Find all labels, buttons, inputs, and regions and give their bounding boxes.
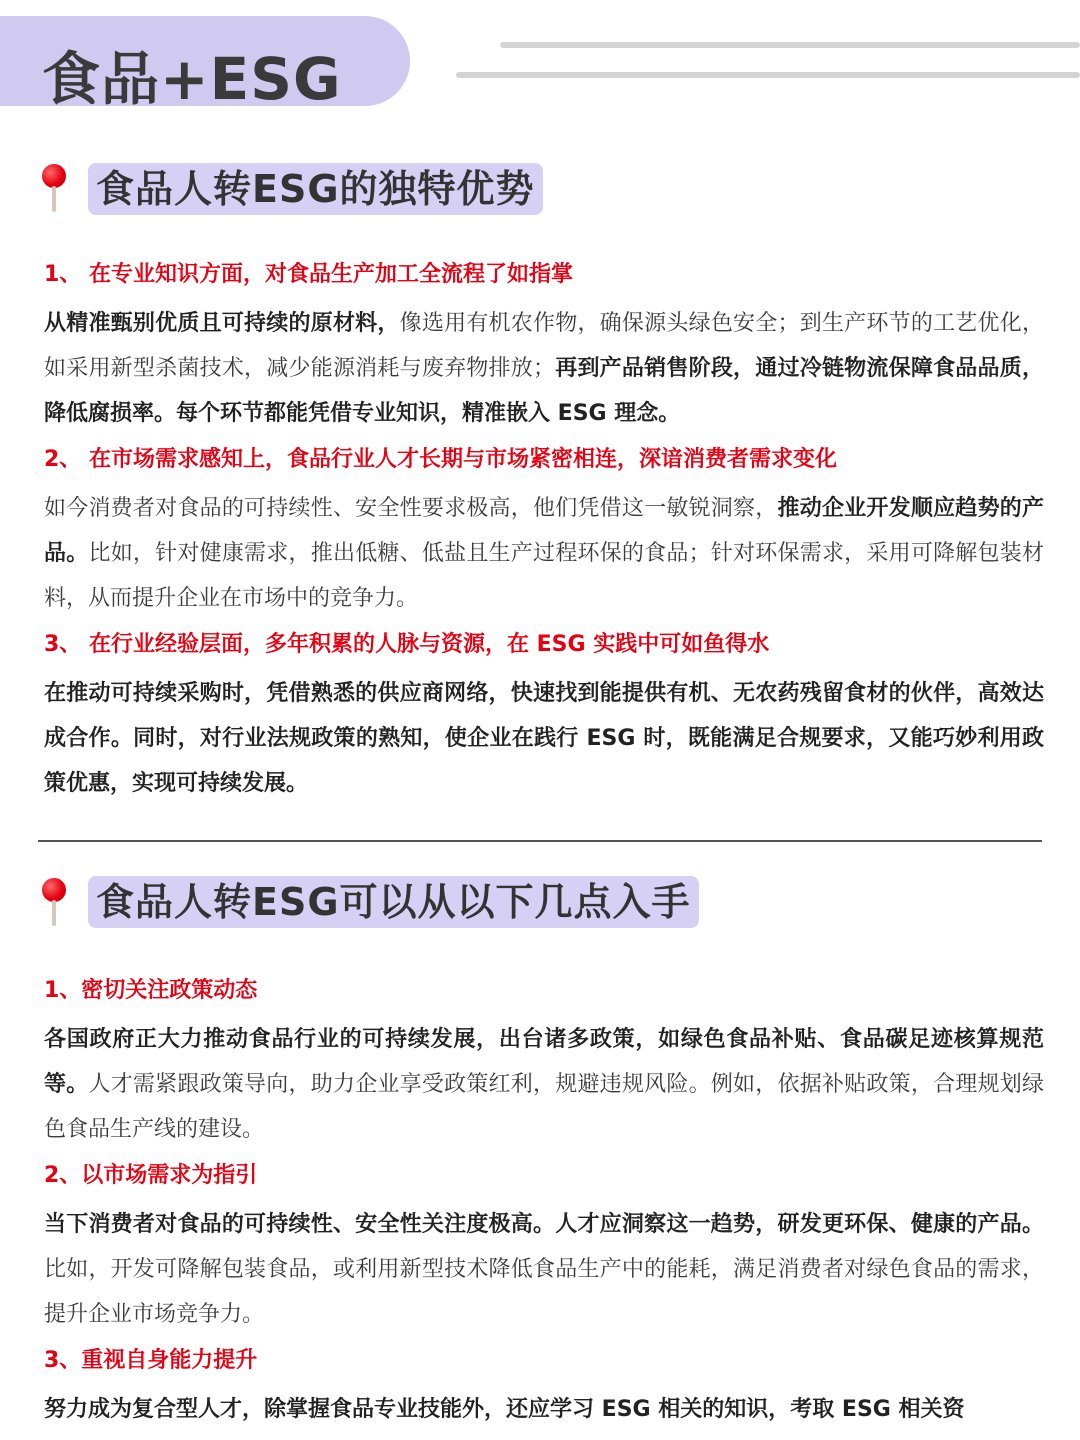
- point-heading: 1、 在专业知识方面，对食品生产加工全流程了如指掌: [44, 262, 573, 287]
- point-heading: 1、密切关注政策动态: [44, 978, 258, 1003]
- section-2-body: [44, 969, 1044, 1432]
- section-title: 食品人转ESG的独特优势: [88, 163, 543, 215]
- section-divider: [38, 840, 1042, 842]
- point-heading: 3、重视自身能力提升: [44, 1348, 258, 1373]
- point-paragraph: 在推动可持续采购时，凭借熟悉的供应商网络，快速找到能提供有机、无农药残留食材的伙伴，高效达成合作。同时，对行业法规政策的熟知，使企业在践行 ESG 时，既能满足合规要求，又能巧妙利用政策优惠，实现可持续发展。: [44, 681, 1044, 796]
- point-paragraph: 当下消费者对食品的可持续性、安全性关注度极高。人才应洞察这一趋势，研发更环保、健康的产品。比如，开发可降解包装食品，或利用新型技术降低食品生产中的能耗，满足消费者对绿色食品的需求，提升企业市场竞争力。: [44, 1212, 1044, 1327]
- pushpin-icon: [38, 164, 70, 214]
- header-line-bottom: [456, 72, 1080, 78]
- section-1-body: [44, 253, 1044, 806]
- section-title: 食品人转ESG可以从以下几点入手: [88, 876, 699, 928]
- pushpin-icon: [38, 878, 70, 928]
- page-title: 食品+ESG: [42, 45, 342, 113]
- point-paragraph: 努力成为复合型人才，除掌握食品专业技能外，还应学习 ESG 相关的知识，考取 ESG 相关资: [44, 1397, 965, 1422]
- point-heading: 2、以市场需求为指引: [44, 1163, 258, 1188]
- point-paragraph: 各国政府正大力推动食品行业的可持续发展，出台诸多政策，如绿色食品补贴、食品碳足迹核算规范等。人才需紧跟政策导向，助力企业享受政策红利，规避违规风险。例如，依据补贴政策，合理规划绿色食品生产线的建设。: [44, 1027, 1044, 1142]
- point-paragraph: 如今消费者对食品的可持续性、安全性要求极高，他们凭借这一敏锐洞察，推动企业开发顺应趋势的产品。比如，针对健康需求，推出低糖、低盐且生产过程环保的食品；针对环保需求，采用可降解包装材料，从而提升企业在市场中的竞争力。: [44, 496, 1044, 611]
- header-line-top: [500, 42, 1080, 48]
- point-heading: 2、 在市场需求感知上，食品行业人才长期与市场紧密相连，深谙消费者需求变化: [44, 447, 837, 472]
- point-paragraph: 从精准甄别优质且可持续的原材料，像选用有机农作物，确保源头绿色安全；到生产环节的工艺优化，如采用新型杀菌技术，减少能源消耗与废弃物排放；再到产品销售阶段，通过冷链物流保障食品品质，降低腐损率。每个环节都能凭借专业知识，精准嵌入 ESG 理念。: [44, 311, 1044, 426]
- point-heading: 3、 在行业经验层面，多年积累的人脉与资源，在 ESG 实践中可如鱼得水: [44, 632, 770, 657]
- header-pill: [0, 16, 410, 113]
